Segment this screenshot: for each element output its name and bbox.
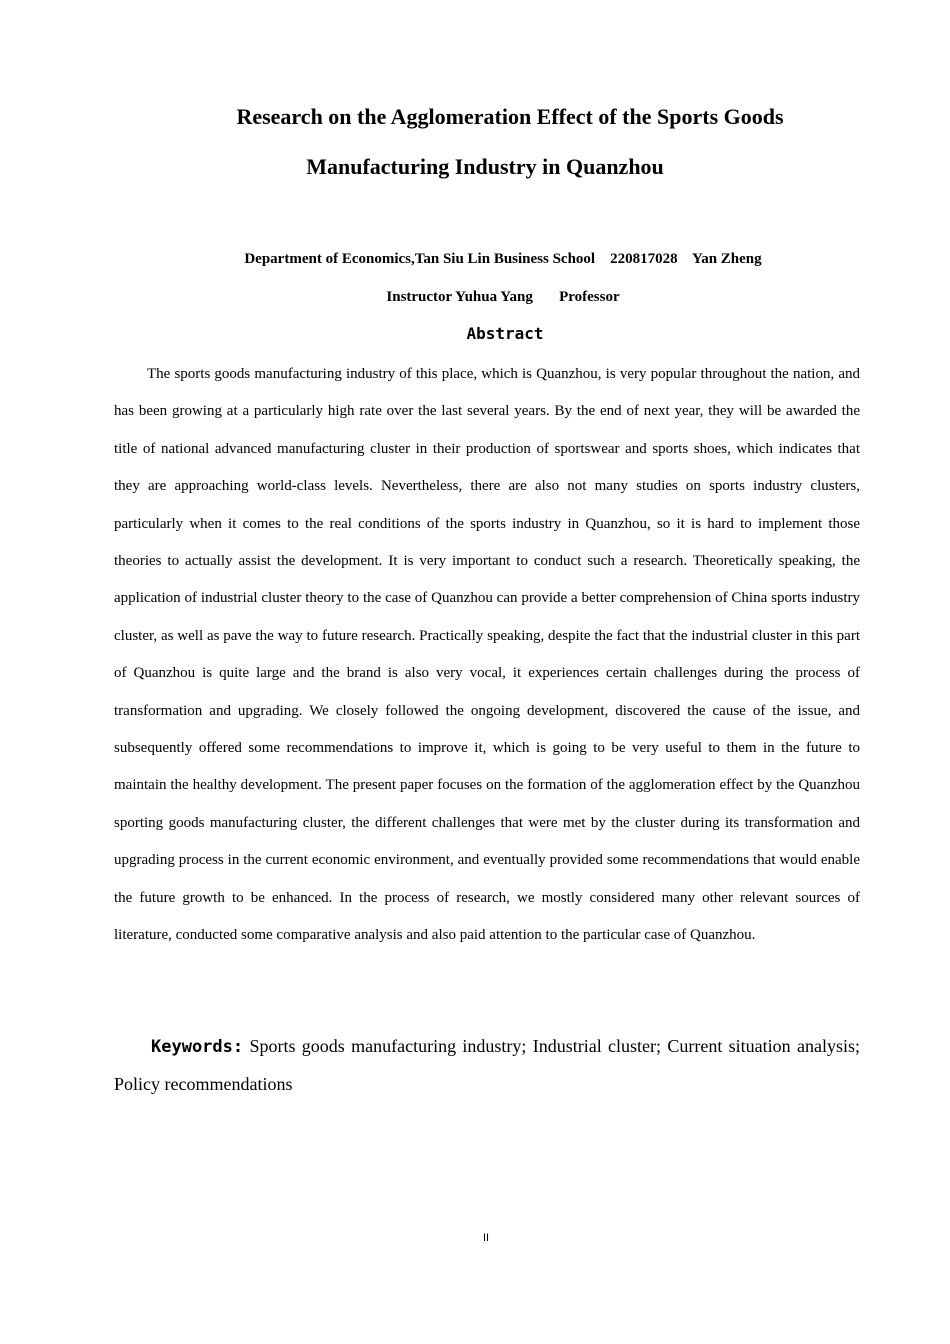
keywords-paragraph [114,1028,860,1103]
page-number: II [482,1232,490,1244]
abstract-body: The sports goods manufacturing industry of this place, which is Quanzhou, is very popular throughout the nation, and has been growing at a particularly high rate over the last several years. By the end of next year, they will be awarded the title of national advanced manufacturing cluster in their production of sportswear and sports shoes, which indicates that they are approaching world-class levels. Nevertheless, there are also not many studies on sports industry clusters, particularly when it comes to the real conditions of the sports industry in Quanzhou, so it is hard to implement those theories to actually assist the development. It is very important to conduct such a research. Theoretically speaking, the application of industrial cluster theory to the case of Quanzhou can provide a better comprehension of China sports industry cluster, as well as pave the way to future research. Practically speaking, despite the fact that the industrial cluster in this part of Quanzhou is quite large and the brand is also very vocal, it experiences certain challenges during the process of transformation and upgrading. We closely followed the ongoing development, discovered the cause of the issue, and subsequently offered some recommendations to improve it, which is going to be very useful to them in the future to maintain the healthy development. The present paper focuses on the formation of the agglomeration effect by the Quanzhou sporting goods manufacturing cluster, the different challenges that were met by the cluster during its transformation and upgrading process in the current economic environment, and eventually provided some recommendations that would enable the future growth to be enhanced. In the process of research, we mostly considered many other relevant sources of literature, conducted some comparative analysis and also paid attention to the particular case of Quanzhou. [114,366,860,944]
title-line-2: Manufacturing Industry in Quanzhou [306,154,664,179]
author-line: Department of Economics,Tan Siu Lin Business School 220817028 Yan Zheng [244,251,762,267]
abstract-heading: Abstract [466,324,544,343]
keywords-label: Keywords: [151,1037,244,1057]
title-line-1: Research on the Agglomeration Effect of the Sports Goods [236,104,784,129]
instructor-line: Instructor Yuhua Yang Professor [386,289,620,305]
keywords-text: Sports goods manufacturing industry; Industrial cluster; Current situation analysis; Policy recommendations [114,1036,860,1094]
